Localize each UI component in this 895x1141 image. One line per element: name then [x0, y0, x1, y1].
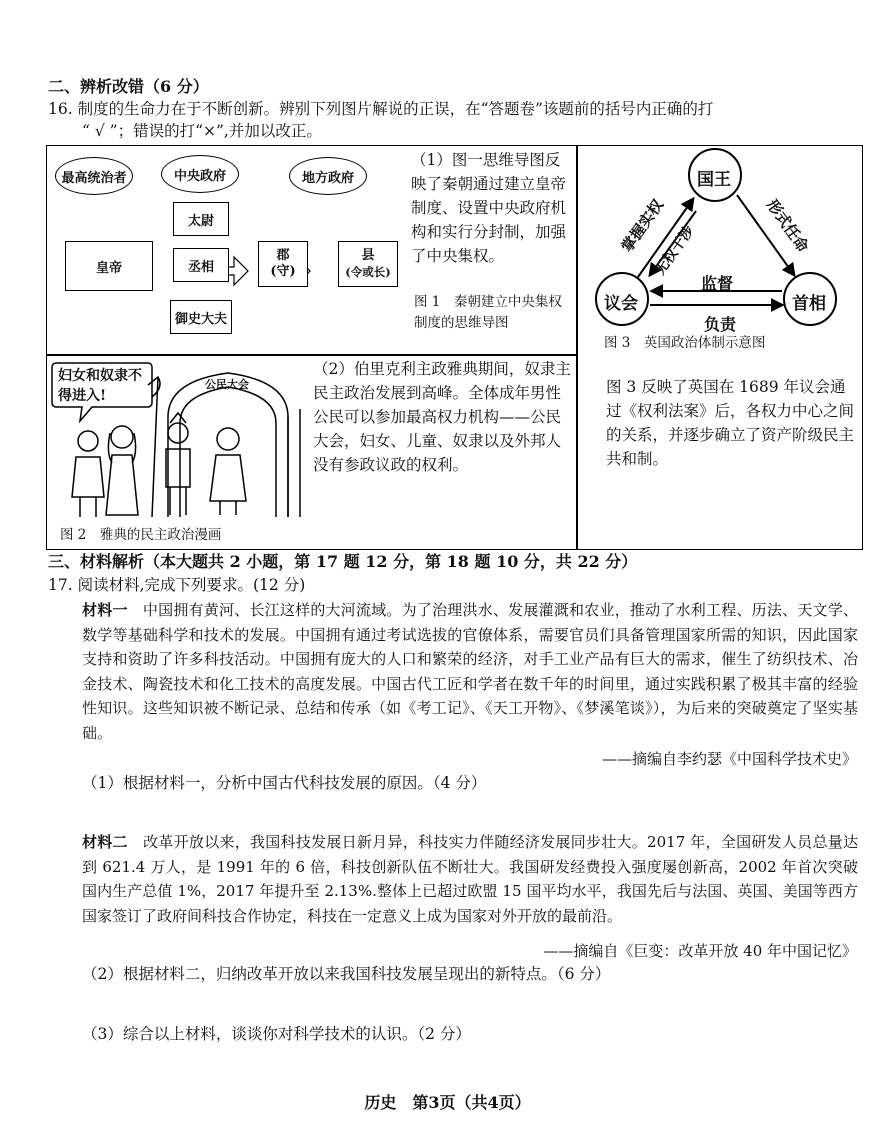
figure-divider-horizontal: [46, 354, 577, 356]
fig2-guard-icon: [168, 423, 188, 443]
fig1-taiwei: [173, 202, 229, 236]
fig2-caption: 图 2 雅典的民主政治漫画: [60, 527, 222, 543]
fig2-slave-icon: [78, 431, 98, 451]
fig1-jun-sub: (守): [270, 264, 296, 279]
q16-line1: 16. 制度的生命力在于不断创新。辨别下列图片解说的正误，在“答题卷”该题前的括号内正确的打: [48, 100, 714, 118]
fig1-emperor: [65, 241, 153, 291]
fig1-local-label: 地方政府: [301, 170, 354, 186]
material2-label: 材料二: [82, 833, 128, 851]
fig1-jun-label: 郡: [276, 248, 290, 263]
fig1-yushi-label: 御史大夫: [174, 311, 227, 327]
material2: [82, 830, 858, 928]
fig3-bottom-mid-label: 负责: [704, 315, 737, 334]
fig2-bubble-text: 妇女和奴隶不得进入!: [58, 368, 142, 404]
fig3-king-label: 国王: [697, 170, 731, 190]
fig1-jun: [258, 241, 308, 287]
q17-1: （1）根据材料一，分析中国古代科技发展的原因。（4 分）: [82, 774, 487, 792]
fig3-statement: 图 3 反映了英国在 1689 年议会通过《权利法案》后，各权力中心之间的关系，并逐步确立了资产阶级民主共和制。: [606, 378, 855, 468]
fig2-spear-icon: [148, 377, 160, 517]
page-footer: 历史 第3页（共4页）: [364, 1093, 531, 1112]
fig3-caption: 图 3 英国政治体制示意图: [604, 335, 766, 351]
fig1-xian: [338, 241, 398, 287]
fig1-taiwei-label: 太尉: [187, 213, 214, 229]
section2-heading: 二、辨析改错（6 分）: [48, 77, 209, 96]
material2-text: 改革开放以来，我国科技发展日新月异，科技实力伴随经济发展同步壮大。2017 年，全国研发人员总量达到 621.4 万人，是 1991 年的 6 倍，科技创新队伍不断壮大。我国研发经费投入强度屡创新高，2002 年首次突破国内生产总值 1%，2017 年提升至 2.13%.整体上已超过欧盟 15 国平均水平，我国先后与法国、英国、美国等西方国家签订了政府间科技合作协定，科技在一定意义上成为国家对外开放的最前沿。: [82, 833, 858, 925]
fig3-left-outer-label: 掌握实权: [617, 196, 668, 256]
fig3-top-mid-label: 监督: [701, 274, 734, 293]
fig1-emperor-label: 皇帝: [95, 260, 122, 276]
fig1-local-gov: [289, 157, 367, 195]
material1-text: 中国拥有黄河、长江这样的大河流域。为了治理洪水、发展灌溉和农业，推动了水利工程、历法、天文学、数学等基础科学和技术的发展。中国拥有通过考试选拔的官僚体系，需要官员们具备管理国家所需的知识，因此国家支持和资助了许多科技活动。中国拥有庞大的人口和繁荣的经济，对手工业产品有巨大的需求，催生了纺织技术、冶金技术、陶瓷技术和化工技术的高度发展。中国古代工匠和学者在数千年的时间里，通过实践积累了极其丰富的经验性知识。这些知识被不断记录、总结和传承（如《考工记》、《天工开物》、《梦溪笔谈》），为后来的突破奠定了坚实基础。: [82, 601, 858, 742]
fig1-central-gov: [161, 155, 239, 193]
q17-2: （2）根据材料二，归纳改革开放以来我国科技发展呈现出的新特点。（6 分）: [82, 965, 611, 983]
fig1-supreme-ruler: [55, 157, 133, 195]
fig1-xian-label: 县: [361, 248, 375, 263]
material1: [82, 598, 858, 745]
fig3-left-inner-label: 无权干涉: [652, 223, 698, 279]
fig3-parliament-label: 议会: [604, 294, 638, 314]
fig1-central-label: 中央政府: [173, 168, 226, 184]
q17-3: （3）综合以上材料，谈谈你对科学技术的认识。（2 分）: [82, 1025, 471, 1043]
fig2-gate-label: 公民大会: [205, 378, 249, 391]
fig2-statement: （2）伯里克利主政雅典期间，奴隶主民主政治发展到高峰。全体成年男性公民可以参加最高权力机构——公民大会，妇女、儿童、奴隶以及外邦人没有参政议政的权利。: [313, 360, 571, 474]
fig1-supreme-label: 最高统治者: [61, 170, 127, 186]
fig1-chengxiang-label: 丞相: [187, 259, 214, 275]
section3-heading: 三、材料解析（本大题共 2 小题，第 17 题 12 分，第 18 题 10 分，共 22 分）: [48, 552, 638, 571]
q16-line2: “ √ ”；错误的打“×”,并加以改正。: [82, 122, 322, 140]
fig1-xian-sub: (令或长): [345, 265, 391, 279]
fig3-right-label: 形式任命: [763, 196, 813, 256]
material1-label: 材料一: [82, 601, 128, 619]
q17-title: 17. 阅读材料,完成下列要求。(12 分): [48, 576, 306, 594]
fig1-yushi: [170, 300, 232, 334]
material1-source: ——摘编自李约瑟《中国科学技术史》: [601, 750, 857, 768]
fig3-pm-label: 首相: [792, 294, 826, 314]
fig1-caption: 图 1 秦朝建立中央集权制度的思维导图: [414, 294, 562, 331]
material2-source: ——摘编自《巨变：改革开放 40 年中国记忆》: [543, 942, 857, 960]
fig2-woman-icon: [111, 426, 133, 448]
fig2-citizen-icon: [217, 428, 239, 450]
fig1-chengxiang: [173, 248, 229, 282]
fig1-statement: （1）图一思维导图反映了秦朝通过建立皇帝制度、设置中央政府机构和实行分封制，加强了中央集权。: [411, 151, 567, 265]
